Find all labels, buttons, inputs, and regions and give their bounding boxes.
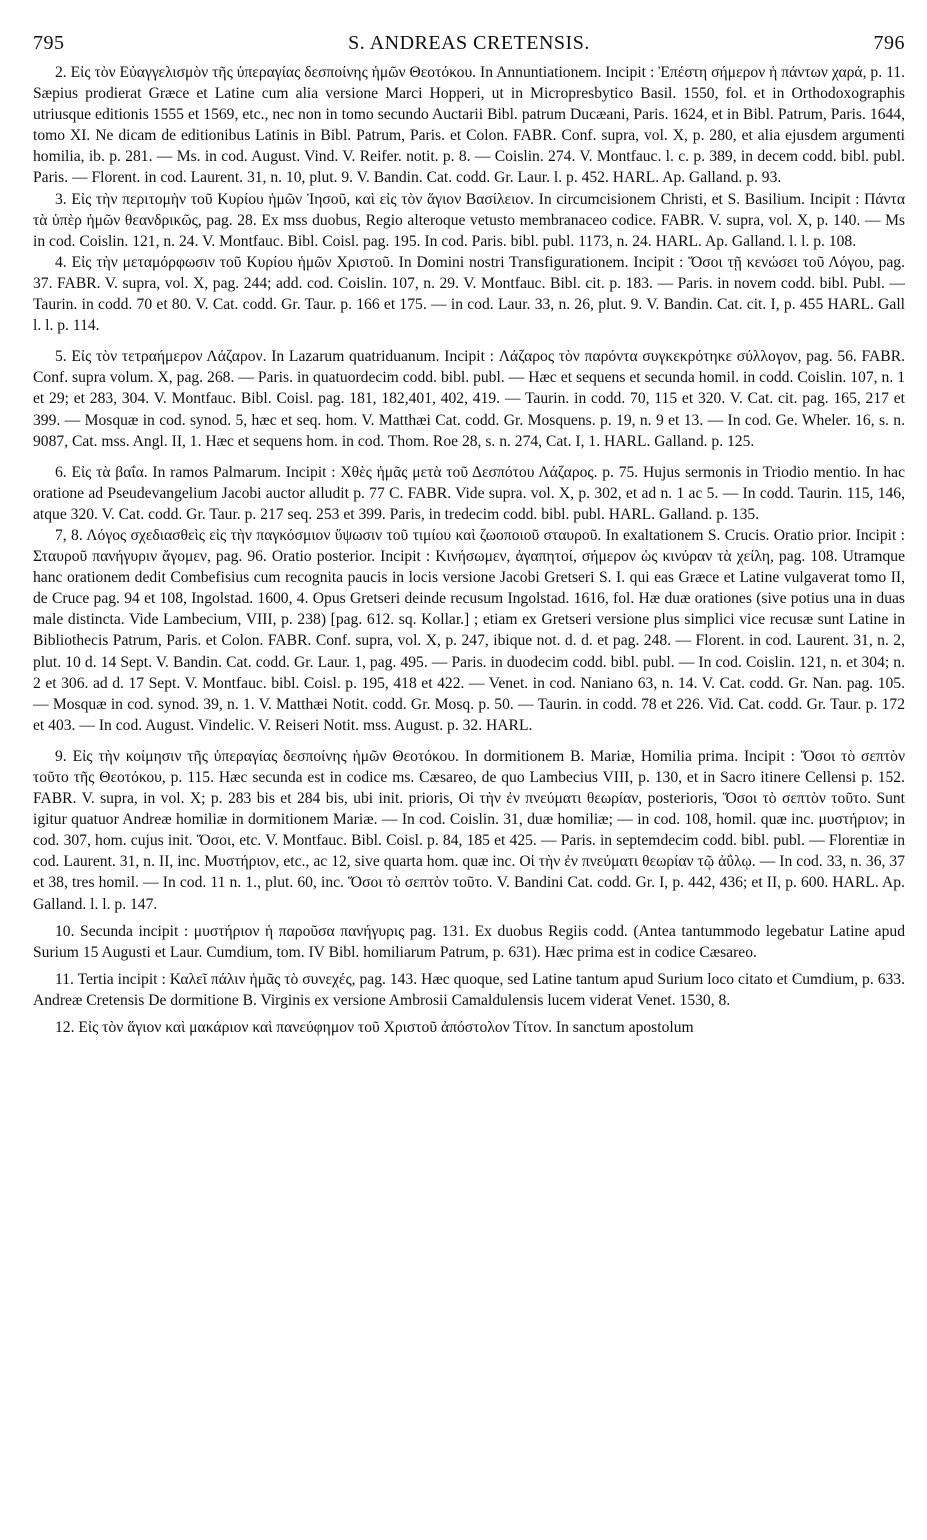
page-number-right: 796 bbox=[873, 32, 905, 54]
entry-4: 4. Εἰς τὴν μεταμόρφωσιν τοῦ Κυρίου ἡμῶν Χριστοῦ. In Domini nostri Transfigurationem. Incipit : Ὅσοι τῇ κενώσει τοῦ Λόγου, pag. 37. FABR. V. supra, vol. X, pag. 244; add. cod. Coislin. 107, n. 29. V. Montfauc. Bibl. cit. p. 183. — Paris. in novem codd. bibl. Publ. — Taurin. in codd. 70 et 80. V. Cat. codd. Gr. Taur. p. 166 et 175. — in cod. Laur. 33, n. 26, plut. 9. V. Bandin. Cat. cit. I, p. 455 HARL. Gall l. l. p. 114. bbox=[33, 253, 905, 335]
entry-10: 10. Secunda incipit : μυστήριον ἡ παροῦσα πανήγυρις pag. 131. Ex duobus Regiis codd. (Antea tantummodo legebatur Latine apud Surium 15 Augusti et Laur. Cumdium, tom. IV Bibl. homiliarum Patrum, p. 631). Hæc prima est in codice Cæsareo. bbox=[33, 922, 905, 961]
entry-6: 6. Εἰς τὰ βαΐα. In ramos Palmarum. Incipit : Χθὲς ἡμᾶς μετὰ τοῦ Δεσπότου Λάζαρος. p. 75. Hujus sermonis in Triodio mentio. In hac oratione ad Pseudevangelium Jacobi auctor alludit p. 77 C. FABR. Vide supra. vol. X, p. 302, et ad n. 1 ac 5. — In codd. Taurin. 115, 146, atque 320. V. Cat. codd. Gr. Taur. p. 217 seq. 253 et 399. Paris, in tredecim codd. bibl. publ. HARL. Galland. p. 135. bbox=[33, 463, 905, 523]
page-body bbox=[33, 62, 905, 1038]
running-title: S. ANDREAS CRETENSIS. bbox=[348, 32, 590, 54]
entry-5: 5. Εἰς τὸν τετραήμερον Λάζαρον. In Lazarum quatriduanum. Incipit : Λάζαρος τὸν παρόντα συγκεκρότηκε σύλλογον, pag. 56. FABR. Conf. supra volum. X, pag. 268. — Paris. in quatuordecim codd. bibl. publ. — Hæc et sequens et secunda homil. in codd. Coislin. 107, n. 1 et 29; et 283, 304. V. Montfauc. Bibl. Coisl. pag. 181, 182,401, 402, 419. — Taurin. in codd. 70, 115 et 320. V. Cat. cit. pag. 165, 217 et 399. — Mosquæ in cod. synod. 5, hæc et seq. hom. V. Matthæi Cat. codd. Gr. Mosquens. p. 19, n. 9 et 13. — In cod. Ge. Wheler. 16, s. n. 9087, Cat. mss. Angl. II, 1. Hæc et sequens hom. in cod. Thom. Roe 28, s. n. 274, Cat. I, 1. HARL. Galland. p. 125. bbox=[33, 348, 905, 450]
entry-12: 12. Εἰς τὸν ἅγιον καὶ μακάριον καὶ πανεύφημον τοῦ Χριστοῦ ἀπόστολον Τίτον. In sanctum apostolum bbox=[55, 1019, 694, 1037]
entry-11: 11. Tertia incipit : Καλεῖ πάλιν ἡμᾶς τὸ συνεχές, pag. 143. Hæc quoque, sed Latine tantum apud Surium loco citato et Cumdium, p. 633. Andreæ Cretensis De dormitione B. Virginis ex versione Ambrosii Camaldulensis lucem viderat Venet. 1530, 8. bbox=[33, 970, 905, 1009]
entry-2: 2. Εἰς τὸν Εὐαγγελισμὸν τῆς ὑπεραγίας δεσποίνης ἡμῶν Θεοτόκου. In Annuntiationem. Incipit : Ἐπέστη σήμερον ἡ πάντων χαρά, p. 11. Sæpius prodierat Græce et Latine cum alia versione Marci Hopperi, ut in Micropresbytico Basil. 1550, fol. et in Orthodoxographis utriusque editionis 1555 et 1569, etc., nec non in tomo secundo Auctarii Bibl. patrum Ducæani, Paris. 1624, et in Bibl. Patrum, Paris. 1644, tomo XI. Ne dicam de editionibus Latinis in Bibl. Patrum, Paris. et Colon. FABR. Conf. supra, vol. X, p. 280, et alia ejusdem argumenti homilia, ib. p. 281. — Ms. in cod. August. Vind. V. Reifer. notit. p. 8. — Coislin. 274. V. Montfauc. l. c. p. 389, in decem codd. bibl. publ. Paris. — Florent. in cod. Laurent. 31, n. 10, plut. 9. V. Bandin. Cat. codd. Gr. Laur. l. p. 452. HARL. Ap. Galland. p. 93. bbox=[33, 64, 905, 187]
page-number-left: 795 bbox=[33, 32, 65, 54]
page-header bbox=[33, 32, 905, 58]
entry-3: 3. Εἰς τὴν περιτομὴν τοῦ Κυρίου ἡμῶν Ἰησοῦ, καὶ εἰς τὸν ἅγιον Βασίλειον. In circumcisionem Christi, et S. Basilium. Incipit : Πάντα τὰ ὑπὲρ ἡμῶν θεανδρικῶς, pag. 28. Ex mss duobus, Regio alteroque vetusto membranaceo codice. FABR. V. supra, vol. X, p. 140. — Ms in cod. Coislin. 121, n. 24. V. Montfauc. Bibl. Coisl. pag. 195. In cod. Paris. bibl. publ. 1173, n. 24. HARL. Ap. Galland. l. l. p. 108. bbox=[33, 190, 905, 250]
entry-7-8: 7, 8. Λόγος σχεδιασθεὶς εἰς τὴν παγκόσμιον ὕψωσιν τοῦ τιμίου καὶ ζωοποιοῦ σταυροῦ. In exaltationem S. Crucis. Oratio prior. Incipit : Σταυροῦ πανήγυριν ἄγομεν, pag. 96. Oratio posterior. Incipit : Κινήσωμεν, ἀγαπητοί, σήμερον ὡς κινύραν τὰ χείλη, pag. 108. Utramque hanc orationem dedit Combefisius cum recognita paucis in locis versione Jacobi Gretseri S. I. qui eas Græce et Latine vulgaverat tomo II, de Cruce pag. 94 et 108, Ingolstad. 1600, 4. Opus Gretseri deinde recusum Ingolstad. 1616, fol. Hæ duæ orationes (sive potius una in duas male distincta. Vide Lambecium, VIII, p. 238) [pag. 612. sq. Kollar.] ; etiam ex Gretseri versione plus simplici vice recusæ sunt Latine in Bibliothecis Patrum, Paris. et Colon. FABR. Conf. supra, vol. X, p. 247, ibique not. d. d. et pag. 248. — Florent. in cod. Laurent. 31, n. 2, plut. 10 d. 14 Sept. V. Bandin. Cat. codd. Gr. Laur. 1, pag. 495. — Paris. in duodecim codd. bibl. publ. — In cod. Coislin. 121, n. et 304; n. 2 et 306. ad d. 17 Sept. V. Montfauc. bibl. Coisl. p. 195, 418 et 422. — Venet. in cod. Naniano 63, n. 14. V. Cat. codd. Gr. Nan. pag. 105. — Mosquæ in cod. synod. 39, n. 1. V. Matthæi Notit. codd. Gr. Mosq. p. 50. — Taurin. in codd. 78 et 226. Vid. Cat. codd. Gr. Taur. p. 172 et 403. — In cod. August. Vindelic. V. Reiseri Notit. mss. August. p. 32. HARL. bbox=[33, 526, 905, 734]
entry-9: 9. Εἰς τὴν κοίμησιν τῆς ὑπεραγίας δεσποίνης ἡμῶν Θεοτόκου. In dormitionem B. Mariæ, Homilia prima. Incipit : Ὅσοι τὸ σεπτὸν τοῦτο τῆς Θεοτόκου, p. 115. Hæc secunda est in codice ms. Cæsareo, de quo Lambecius VIII, p. 130, et in Sacro itinere Cellensi p. 152. FABR. V. supra, in vol. X; p. 283 bis et 284 bis, ubi init. prioris, Οἱ τὴν ἐν πνεύματι θεωρίαν, posterioris, Ὅσοι τὸ σεπτὸν τοῦτο. Sunt igitur quatuor Andreæ homiliæ in dormitionem Mariæ. — In cod. Coislin. 31, duæ homiliæ; — in cod. 108, homil. quæ inc. μυστήριον; in cod. 307, hom. cujus init. Ὅσοι, etc. V. Montfauc. Bibl. Coisl. p. 84, 185 et 425. — Paris. in septemdecim codd. bibl. publ. — Florentiæ in cod. Laurent. 31, n. II, inc. Μυστήριον, etc., ac 12, sive quarta hom. quæ inc. Οἱ τὴν ἐν πνεύματι θεωρίαν τῷ ἀΰλῳ. — In cod. 33, n. 36, 37 et 38, tres homil. — In cod. 11 n. 1., plut. 60, inc. Ὅσοι τὸ σεπτὸν τοῦτο. V. Bandini Cat. codd. Gr. I, p. 442, 436; et II, p. 600. HARL. Ap. Galland. l. l. p. 147. bbox=[33, 747, 905, 913]
